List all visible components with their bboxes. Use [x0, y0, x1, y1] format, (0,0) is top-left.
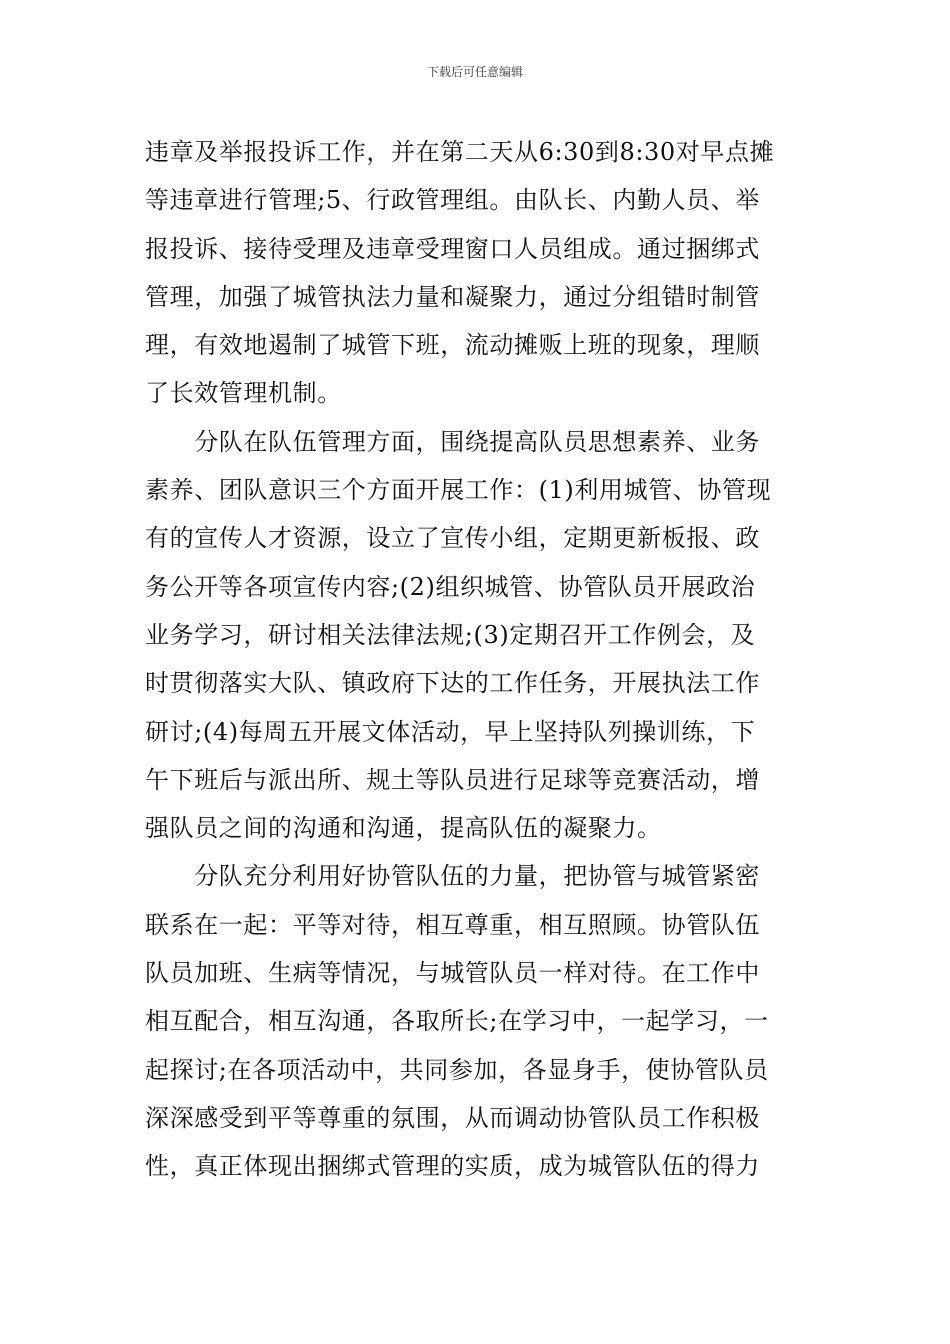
text-line: 强队员之间的沟通和沟通，提高队伍的凝聚力。	[145, 814, 662, 843]
document-body	[145, 128, 810, 1191]
text-line: 管理，加强了城管执法力量和凝聚力，通过分组错时制管	[145, 282, 760, 311]
text-line: 理，有效地遏制了城管下班，流动摊贩上班的现象，理顺	[145, 331, 760, 360]
text-line: 起探讨;在各项活动中，共同参加，各显身手，使协管队员	[145, 1055, 769, 1084]
text-line: 有的宣传人才资源，设立了宣传小组，定期更新板报、政	[145, 524, 760, 553]
text-line: 性，真正体现出捆绑式管理的实质，成为城管队伍的得力	[145, 1152, 760, 1181]
text-line: 研讨;(4)每周五开展文体活动，早上坚持队列操训练，下	[145, 717, 756, 746]
text-line: 午下班后与派出所、规土等队员进行足球等竞赛活动，增	[145, 765, 760, 794]
text-line: 违章及举报投诉工作，并在第二天从6:30到8:30对早点摊	[145, 138, 775, 166]
text-line: 时贯彻落实大队、镇政府下达的工作任务，开展执法工作	[145, 669, 760, 698]
text-line: 相互配合，相互沟通，各取所长;在学习中，一起学习，一	[145, 1007, 769, 1036]
text-line: 报投诉、接待受理及违章受理窗口人员组成。通过捆绑式	[145, 234, 760, 263]
text-line: 分队在队伍管理方面，围绕提高队员思想素养、业务	[145, 427, 760, 456]
text-line: 深深感受到平等尊重的氛围，从而调动协管队员工作积极	[145, 1103, 760, 1132]
text-line: 联系在一起：平等对待，相互尊重，相互照顾。协管队伍	[145, 910, 760, 939]
text-line: 素养、团队意识三个方面开展工作：(1)利用城管、协管现	[145, 476, 772, 505]
text-line: 业务学习，研讨相关法律法规;(3)定期召开工作例会，及	[145, 620, 756, 649]
text-line: 了长效管理机制。	[145, 379, 342, 408]
page-header: 下载后可任意编辑	[426, 65, 523, 79]
text-line: 等违章进行管理;5、行政管理组。由队长、内勤人员、举	[145, 186, 760, 215]
text-line: 分队充分利用好协管队伍的力量，把协管与城管紧密	[145, 862, 760, 891]
text-line: 队员加班、生病等情况，与城管队员一样对待。在工作中	[145, 959, 760, 988]
text-line: 务公开等各项宣传内容;(2)组织城管、协管队员开展政治	[145, 572, 756, 601]
